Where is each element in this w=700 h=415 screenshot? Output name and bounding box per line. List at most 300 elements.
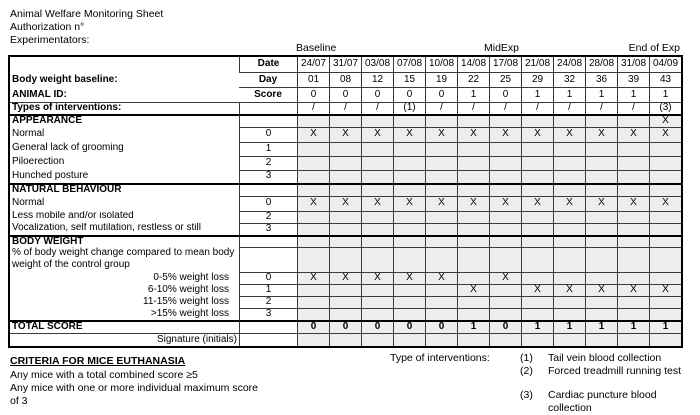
mark-cell (489, 170, 521, 183)
mark-cell: (1) (393, 102, 425, 114)
legend-number: (2) (520, 365, 533, 377)
mark-cell: 1 (521, 320, 553, 333)
day-cell: 32 (553, 72, 585, 87)
table-row (10, 127, 681, 142)
mark-cell: / (521, 102, 553, 114)
mark-cell (649, 211, 681, 223)
row-label: Piloerection (12, 156, 65, 168)
mark-cell (457, 183, 489, 196)
score-cell (239, 102, 297, 114)
mark-cell (393, 308, 425, 320)
mark-cell (297, 223, 329, 235)
mark-cell (489, 223, 521, 235)
mark-cell (617, 247, 649, 272)
mark-cell (297, 211, 329, 223)
mark-cell: 1 (617, 320, 649, 333)
mark-cell (361, 183, 393, 196)
mark-cell: X (297, 127, 329, 142)
score-cell: 1 (239, 284, 297, 296)
mark-cell (553, 296, 585, 308)
mark-cell (329, 183, 361, 196)
mark-cell: 0 (329, 320, 361, 333)
mark-cell (585, 170, 617, 183)
mark-cell: X (649, 127, 681, 142)
mark-cell: X (457, 196, 489, 211)
mark-cell (361, 211, 393, 223)
table-row (10, 247, 681, 272)
day-cell: 22 (457, 72, 489, 87)
row-label: Less mobile and/or isolated (12, 210, 134, 222)
mark-cell: X (329, 127, 361, 142)
mark-cell (649, 223, 681, 235)
mark-cell: X (393, 272, 425, 284)
mark-cell (649, 170, 681, 183)
score-cell (239, 247, 297, 272)
mark-cell (393, 170, 425, 183)
score-cell (239, 183, 297, 196)
mark-cell (521, 272, 553, 284)
legend-text: Tail vein blood collection (548, 352, 662, 364)
mark-cell (553, 223, 585, 235)
mark-cell (553, 114, 585, 127)
table-row (10, 308, 681, 320)
mark-cell (489, 211, 521, 223)
monitoring-table-body (10, 57, 681, 346)
mark-cell (649, 247, 681, 272)
mark-cell (297, 114, 329, 127)
mark-cell (521, 211, 553, 223)
row-label: General lack of grooming (12, 142, 124, 154)
mark-cell (393, 223, 425, 235)
mark-cell: X (553, 196, 585, 211)
mark-cell: / (617, 102, 649, 114)
daily-score-cell: 1 (521, 87, 553, 102)
mark-cell: X (457, 127, 489, 142)
score-cell: 2 (239, 156, 297, 170)
legend-text: Forced treadmill running test (548, 365, 682, 377)
score-cell: 1 (239, 142, 297, 156)
phase-label-end-of-exp: End of Exp (628, 42, 680, 54)
date-header: Date (239, 57, 297, 72)
mark-cell: / (329, 102, 361, 114)
interventions-legend (520, 352, 695, 415)
mark-cell (553, 333, 585, 346)
mark-cell (393, 114, 425, 127)
experimentators-label: Experimentators: (10, 34, 90, 46)
mark-cell (617, 156, 649, 170)
date-cell: 14/08 (457, 57, 489, 72)
table-row (10, 183, 681, 196)
score-cell: 0 (239, 196, 297, 211)
mark-cell (425, 284, 457, 296)
mark-cell: X (649, 114, 681, 127)
mark-cell (649, 142, 681, 156)
mark-cell (585, 114, 617, 127)
mark-cell (617, 308, 649, 320)
row-label: % of body weight change compared to mean body weight of the control group (12, 247, 235, 270)
mark-cell (617, 114, 649, 127)
mark-cell (585, 247, 617, 272)
mark-cell (329, 223, 361, 235)
mark-cell (617, 142, 649, 156)
row-label: Vocalization, self mutilation, restless or still (12, 222, 201, 234)
mark-cell (329, 296, 361, 308)
mark-cell: X (617, 196, 649, 211)
date-cell: 07/08 (393, 57, 425, 72)
mark-cell: 0 (297, 320, 329, 333)
corner-cell (10, 57, 239, 102)
legend-item (520, 389, 695, 415)
mark-cell: X (553, 284, 585, 296)
table-row (10, 211, 681, 223)
mark-cell (393, 333, 425, 346)
mark-cell (521, 333, 553, 346)
mark-cell (521, 308, 553, 320)
phase-label-baseline: Baseline (296, 42, 337, 54)
mark-cell (489, 183, 521, 196)
mark-cell: X (521, 284, 553, 296)
mark-cell (617, 235, 649, 248)
mark-cell (425, 235, 457, 248)
mark-cell (457, 114, 489, 127)
daily-score-cell: 1 (649, 87, 681, 102)
mark-cell: 1 (649, 320, 681, 333)
mark-cell (329, 114, 361, 127)
row-label: Signature (initials) (10, 333, 239, 346)
phase-label-midexp: MidExp (484, 42, 520, 54)
mark-cell (457, 142, 489, 156)
mark-cell: X (361, 272, 393, 284)
mark-cell: X (297, 272, 329, 284)
corner-spacer (12, 57, 237, 72)
mark-cell (329, 142, 361, 156)
daily-score-cell: 1 (457, 87, 489, 102)
mark-cell: X (585, 196, 617, 211)
row-label: 0-5% weight loss (153, 272, 229, 283)
mark-cell (425, 296, 457, 308)
mark-cell (297, 284, 329, 296)
criteria-lines (10, 369, 270, 408)
table-row (10, 284, 681, 296)
mark-cell (457, 170, 489, 183)
mark-cell (617, 296, 649, 308)
mark-cell (297, 308, 329, 320)
mark-cell (521, 296, 553, 308)
mark-cell (585, 183, 617, 196)
table-row (10, 114, 681, 127)
day-cell: 08 (329, 72, 361, 87)
animal-id-label: ANIMAL ID: (12, 89, 67, 100)
mark-cell: X (361, 196, 393, 211)
mark-cell (617, 211, 649, 223)
date-cell: 24/08 (553, 57, 585, 72)
mark-cell (489, 296, 521, 308)
mark-cell: X (649, 284, 681, 296)
daily-score-cell: 1 (617, 87, 649, 102)
mark-cell (585, 142, 617, 156)
mark-cell: 0 (425, 320, 457, 333)
mark-cell (425, 142, 457, 156)
mark-cell: 1 (553, 320, 585, 333)
mark-cell (585, 211, 617, 223)
mark-cell (329, 308, 361, 320)
mark-cell: 0 (393, 320, 425, 333)
mark-cell (425, 170, 457, 183)
page-title: Animal Welfare Monitoring Sheet (10, 8, 164, 20)
day-cell: 25 (489, 72, 521, 87)
legend-text: Cardiac puncture blood collection (548, 389, 657, 414)
mark-cell (329, 247, 361, 272)
mark-cell: 0 (361, 320, 393, 333)
day-cell: 36 (585, 72, 617, 87)
day-cell: 01 (297, 72, 329, 87)
mark-cell (649, 333, 681, 346)
mark-cell: X (425, 196, 457, 211)
mark-cell (361, 308, 393, 320)
mark-cell (297, 296, 329, 308)
mark-cell (457, 272, 489, 284)
criteria-title: CRITERIA FOR MICE EUTHANASIA (10, 355, 186, 367)
mark-cell: X (521, 196, 553, 211)
row-label: Hunched posture (12, 169, 89, 181)
mark-cell (297, 156, 329, 170)
mark-cell: / (425, 102, 457, 114)
mark-cell (361, 156, 393, 170)
mark-cell (393, 284, 425, 296)
score-cell (239, 114, 297, 127)
mark-cell (361, 296, 393, 308)
mark-cell (521, 114, 553, 127)
mark-cell (553, 142, 585, 156)
mark-cell (361, 170, 393, 183)
mark-cell (585, 235, 617, 248)
mark-cell (585, 333, 617, 346)
mark-cell: X (521, 127, 553, 142)
mark-cell (393, 296, 425, 308)
mark-cell (649, 156, 681, 170)
row-label: Normal (12, 196, 45, 208)
euthanasia-criteria (10, 355, 270, 408)
mark-cell: 1 (457, 320, 489, 333)
mark-cell (329, 333, 361, 346)
mark-cell (649, 308, 681, 320)
mark-cell: X (329, 272, 361, 284)
mark-cell (457, 333, 489, 346)
mark-cell (617, 333, 649, 346)
mark-cell (489, 156, 521, 170)
day-header: Day (239, 72, 297, 87)
mark-cell (297, 183, 329, 196)
mark-cell (425, 308, 457, 320)
day-cell: 12 (361, 72, 393, 87)
mark-cell (329, 211, 361, 223)
mark-cell (489, 142, 521, 156)
mark-cell: 1 (585, 320, 617, 333)
mark-cell (553, 156, 585, 170)
mark-cell: / (489, 102, 521, 114)
mark-cell (457, 308, 489, 320)
legend-item (520, 352, 695, 365)
mark-cell (457, 235, 489, 248)
mark-cell (553, 183, 585, 196)
mark-cell: X (617, 127, 649, 142)
day-cell: 43 (649, 72, 681, 87)
date-cell: 17/08 (489, 57, 521, 72)
mark-cell (425, 223, 457, 235)
date-cell: 10/08 (425, 57, 457, 72)
date-cell: 04/09 (649, 57, 681, 72)
mark-cell: X (585, 284, 617, 296)
mark-cell (521, 223, 553, 235)
mark-cell (521, 156, 553, 170)
authorization-label: Authorization n° (10, 21, 85, 33)
score-cell: 0 (239, 272, 297, 284)
table-row (10, 102, 681, 114)
day-cell: 19 (425, 72, 457, 87)
table-row (10, 170, 681, 183)
mark-cell (393, 247, 425, 272)
score-cell (239, 320, 297, 333)
mark-cell: X (553, 127, 585, 142)
score-cell: 3 (239, 170, 297, 183)
mark-cell (425, 156, 457, 170)
row-label: Types of interventions: (10, 102, 239, 114)
daily-score-cell: 0 (489, 87, 521, 102)
mark-cell (361, 223, 393, 235)
mark-cell (329, 170, 361, 183)
table-row (10, 320, 681, 333)
row-label: TOTAL SCORE (10, 320, 239, 333)
mark-cell (521, 235, 553, 248)
mark-cell: / (297, 102, 329, 114)
mark-cell: X (649, 196, 681, 211)
mark-cell (457, 211, 489, 223)
mark-cell: X (457, 284, 489, 296)
mark-cell: X (489, 127, 521, 142)
mark-cell: X (425, 272, 457, 284)
date-cell: 03/08 (361, 57, 393, 72)
mark-cell: / (585, 102, 617, 114)
criteria-line: Any mice with a total combined score ≥5 (10, 369, 198, 381)
row-label: 6-10% weight loss (147, 284, 229, 295)
mark-cell: / (361, 102, 393, 114)
score-cell (239, 333, 297, 346)
daily-score-cell: 0 (425, 87, 457, 102)
mark-cell: X (489, 272, 521, 284)
score-cell (239, 235, 297, 248)
mark-cell: / (553, 102, 585, 114)
mark-cell: X (329, 196, 361, 211)
table-row (10, 223, 681, 235)
mark-cell (617, 183, 649, 196)
mark-cell (489, 247, 521, 272)
row-label: NATURAL BEHAVIOUR (10, 183, 239, 196)
row-label: 11-15% weight loss (143, 296, 229, 307)
table-row (10, 296, 681, 308)
date-cell: 31/08 (617, 57, 649, 72)
table-row-date (10, 57, 681, 72)
criteria-line: of 3 (10, 395, 28, 407)
date-cell: 28/08 (585, 57, 617, 72)
mark-cell (393, 156, 425, 170)
score-header: Score (239, 87, 297, 102)
table-row (10, 333, 681, 346)
mark-cell (457, 296, 489, 308)
mark-cell: X (425, 127, 457, 142)
table-row (10, 235, 681, 248)
mark-cell (649, 183, 681, 196)
score-cell: 2 (239, 211, 297, 223)
mark-cell (553, 170, 585, 183)
mark-cell (521, 247, 553, 272)
mark-cell (585, 272, 617, 284)
score-cell: 0 (239, 127, 297, 142)
row-label: >15% weight loss (150, 308, 229, 319)
mark-cell: / (457, 102, 489, 114)
mark-cell (297, 170, 329, 183)
mark-cell (361, 284, 393, 296)
table-row (10, 196, 681, 211)
interventions-legend-label: Type of interventions: (390, 352, 490, 364)
mark-cell (425, 211, 457, 223)
mark-cell (425, 247, 457, 272)
mark-cell (553, 235, 585, 248)
mark-cell (489, 284, 521, 296)
mark-cell: (3) (649, 102, 681, 114)
row-label: BODY WEIGHT (10, 235, 239, 248)
mark-cell (297, 333, 329, 346)
mark-cell (425, 114, 457, 127)
mark-cell (361, 142, 393, 156)
mark-cell (457, 223, 489, 235)
mark-cell (553, 272, 585, 284)
mark-cell (329, 284, 361, 296)
mark-cell (393, 235, 425, 248)
row-label: Normal (12, 127, 45, 139)
criteria-line: Any mice with one or more individual maximum score (10, 382, 259, 394)
mark-cell (297, 235, 329, 248)
score-cell: 3 (239, 308, 297, 320)
legend-number: (3) (520, 389, 533, 401)
mark-cell (425, 183, 457, 196)
daily-score-cell: 0 (393, 87, 425, 102)
mark-cell (617, 223, 649, 235)
mark-cell (361, 114, 393, 127)
daily-score-cell: 1 (553, 87, 585, 102)
mark-cell (521, 183, 553, 196)
mark-cell (617, 272, 649, 284)
mark-cell (489, 308, 521, 320)
mark-cell (361, 333, 393, 346)
mark-cell (489, 235, 521, 248)
mark-cell (329, 235, 361, 248)
mark-cell (553, 211, 585, 223)
mark-cell (585, 223, 617, 235)
mark-cell (649, 272, 681, 284)
score-cell: 3 (239, 223, 297, 235)
daily-score-cell: 1 (585, 87, 617, 102)
mark-cell: X (297, 196, 329, 211)
day-cell: 29 (521, 72, 553, 87)
mark-cell (457, 156, 489, 170)
mark-cell (393, 211, 425, 223)
legend-item (520, 365, 695, 378)
legend-number: (1) (520, 352, 533, 364)
mark-cell (393, 183, 425, 196)
mark-cell: X (361, 127, 393, 142)
mark-cell (489, 114, 521, 127)
mark-cell (297, 142, 329, 156)
